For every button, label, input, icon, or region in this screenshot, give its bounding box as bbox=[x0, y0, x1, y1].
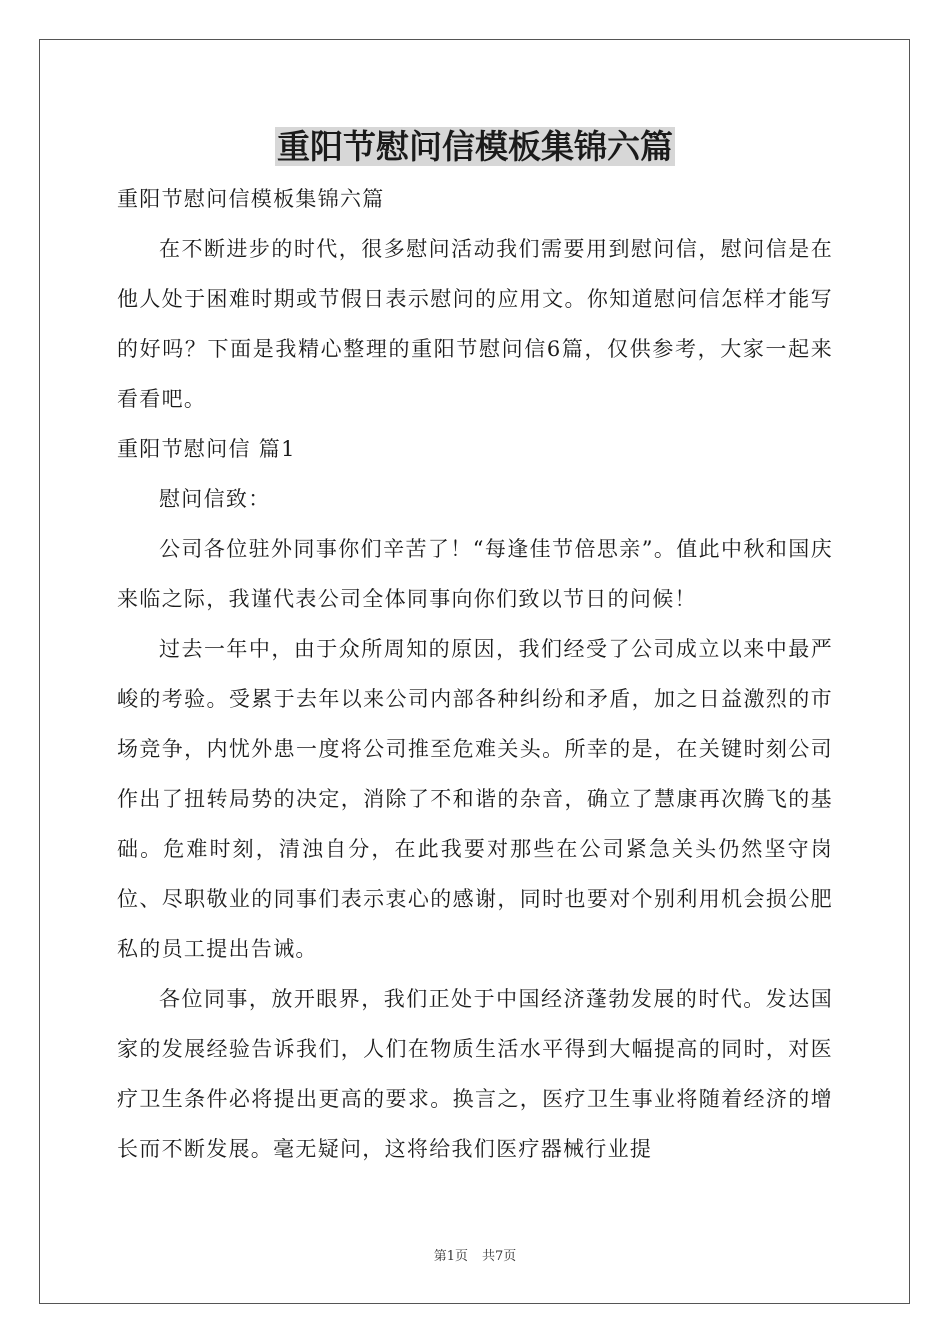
page-number: 第1页 bbox=[433, 1249, 468, 1264]
section-heading: 重阳节慰问信 篇1 bbox=[117, 437, 296, 461]
subtitle-line: 重阳节慰问信模板集锦六篇 bbox=[117, 187, 385, 211]
document-title bbox=[0, 122, 950, 172]
intro-paragraph: 在不断进步的时代，很多慰问活动我们需要用到慰问信，慰问信是在他人处于困难时期或节假日表示慰问的应用文。你知道慰问信怎样才能写的好吗？下面是我精心整理的重阳节慰问信6篇，仅供参考，大家一起来看看吧。 bbox=[117, 237, 833, 411]
document-body bbox=[117, 174, 833, 1174]
body-paragraph: 过去一年中，由于众所周知的原因，我们经受了公司成立以来中最严峻的考验。受累于去年以来公司内部各种纠纷和矛盾，加之日益激烈的市场竞争，内忧外患一度将公司推至危难关头。所幸的是，在关键时刻公司作出了扭转局势的决定，消除了不和谐的杂音，确立了慧康再次腾飞的基础。危难时刻，清浊自分，在此我要对那些在公司紧急关头仍然坚守岗位、尽职敬业的同事们表示衷心的感谢，同时也要对个别利用机会损公肥私的员工提出告诫。 bbox=[117, 637, 833, 961]
body-paragraph: 公司各位驻外同事你们辛苦了！“每逢佳节倍思亲”。值此中秋和国庆来临之际，我谨代表公司全体同事向你们致以节日的问候！ bbox=[117, 537, 833, 611]
body-paragraph: 各位同事，放开眼界，我们正处于中国经济蓬勃发展的时代。发达国家的发展经验告诉我们，人们在物质生活水平得到大幅提高的同时，对医疗卫生条件必将提出更高的要求。换言之，医疗卫生事业将随着经济的增长而不断发展。毫无疑问，这将给我们医疗器械行业提 bbox=[117, 987, 833, 1161]
page-total: 共7页 bbox=[482, 1249, 517, 1264]
salutation: 慰问信致： bbox=[159, 487, 271, 511]
page-footer bbox=[0, 1247, 950, 1267]
document-title-text: 重阳节慰问信模板集锦六篇 bbox=[277, 127, 673, 166]
